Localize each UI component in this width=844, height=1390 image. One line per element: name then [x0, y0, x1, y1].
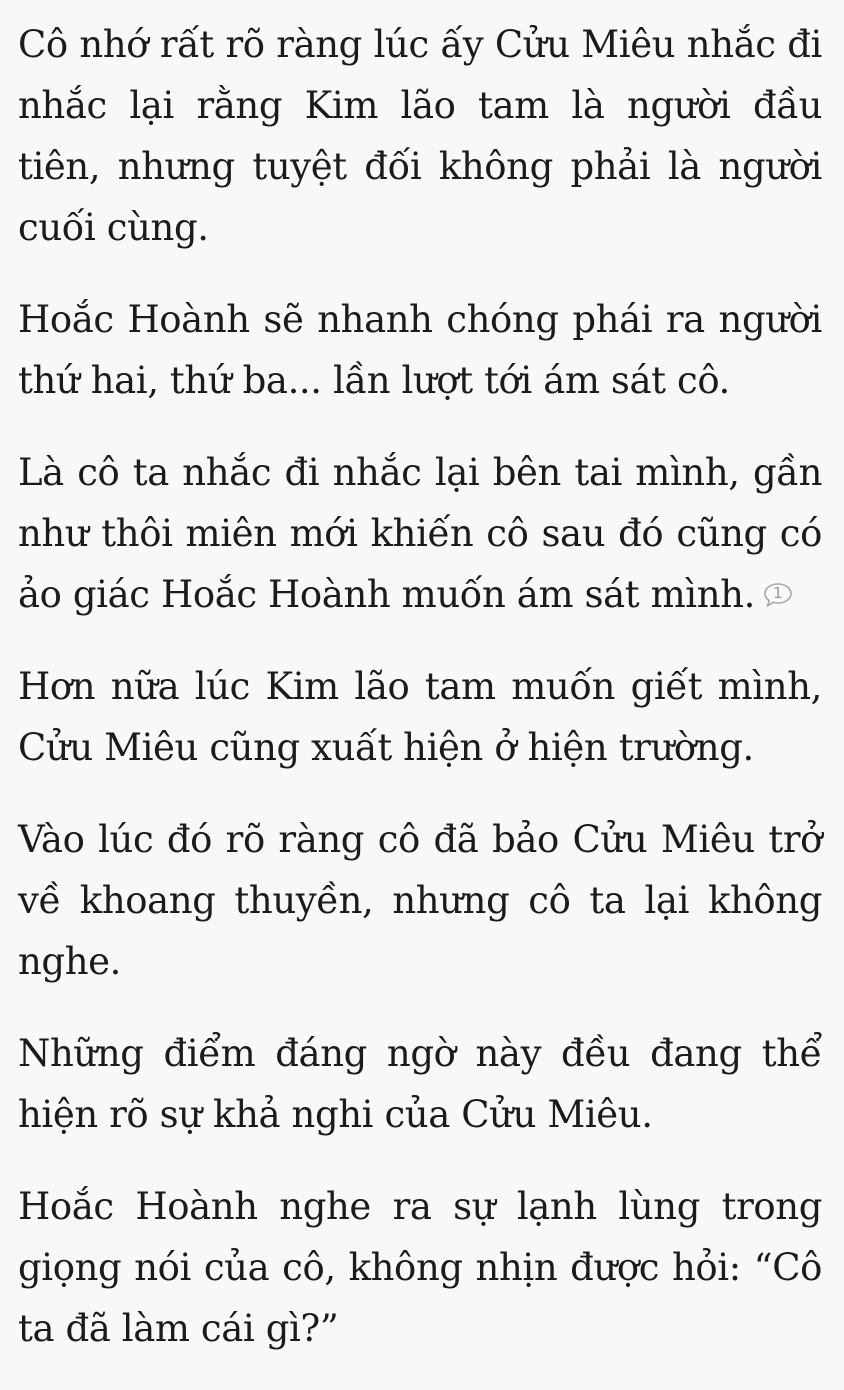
paragraph — [18, 442, 822, 625]
paragraph-comment-button[interactable] — [763, 582, 793, 606]
chapter-text — [18, 14, 822, 1390]
paragraph: Hoắc Hoành nghe ra sự lạnh lùng trong giọng nói của cô, không nhịn được hỏi: “Cô ta đã làm cái gì?” — [18, 1185, 822, 1350]
paragraph: Cô nhớ rất rõ ràng lúc ấy Cửu Miêu nhắc đi nhắc lại rằng Kim lão tam là người đầu tiên, nhưng tuyệt đối không phải là người cuối cùng. — [18, 23, 822, 249]
paragraph: Vào lúc đó rõ ràng cô đã bảo Cửu Miêu trở về khoang thuyền, nhưng cô ta lại không nghe. — [18, 818, 822, 983]
paragraph: Những điểm đáng ngờ này đều đang thể hiện rõ sự khả nghi của Cửu Miêu. — [18, 1032, 822, 1136]
paragraph: Hoắc Hoành sẽ nhanh chóng phái ra người thứ hai, thứ ba... lần lượt tới ám sát cô. — [18, 298, 822, 402]
paragraph-text: Là cô ta nhắc đi nhắc lại bên tai mình, gần như thôi miên mới khiến cô sau đó cũng có ảo giác Hoắc Hoành muốn ám sát mình. — [18, 451, 822, 616]
comment-count: 1 — [773, 584, 783, 602]
paragraph: Hơn nữa lúc Kim lão tam muốn giết mình, Cửu Miêu cũng xuất hiện ở hiện trường. — [18, 665, 822, 769]
